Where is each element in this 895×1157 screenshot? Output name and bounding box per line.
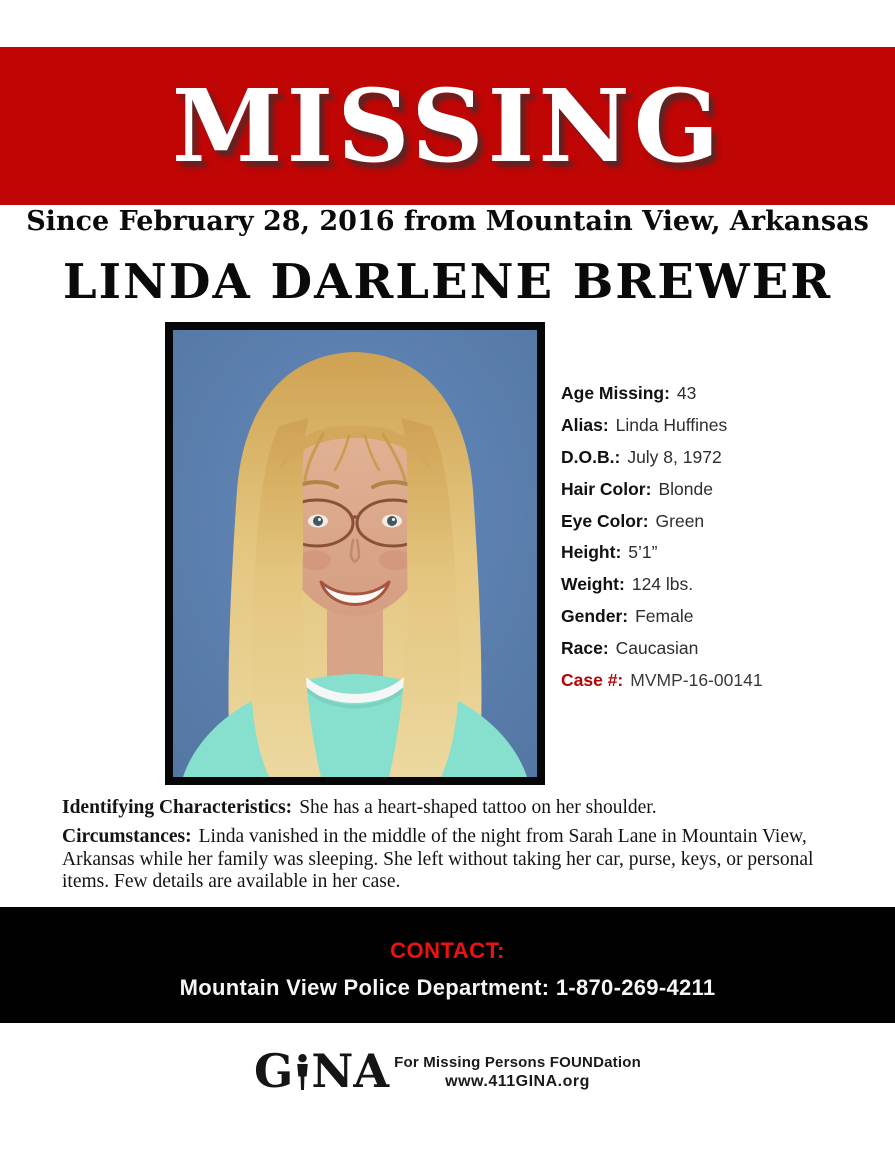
circumstances-label: Circumstances: [62,826,192,847]
circumstances [62,826,852,894]
detail-label: Gender: [561,606,629,627]
gina-logo-wordmark [254,1044,390,1098]
detail-value: 124 lbs. [631,574,694,595]
detail-row-case-number [561,670,891,702]
detail-label: Hair Color: [561,478,652,499]
missing-person-photo [173,330,537,777]
detail-value: 5’1” [628,542,658,563]
person-icon [295,1054,310,1090]
detail-value: Blonde [658,478,713,499]
contact-bar [0,907,895,1023]
detail-row-race [561,638,891,670]
detail-label: Weight: [561,574,625,595]
missing-banner [0,47,895,205]
detail-label: Height: [561,542,622,563]
detail-row-dob [561,447,891,479]
detail-label: Alias: [561,414,609,435]
gina-logo-letters-na: NA [311,1044,390,1098]
detail-value: Caucasian [615,638,699,659]
gina-logo-text-block [394,1048,641,1091]
missing-since-line: Since February 28, 2016 from Mountain View, Arkansas [26,206,869,237]
detail-value: MVMP-16-00141 [630,670,763,691]
detail-row-gender [561,606,891,638]
person-name-title: LINDA DARLENE BREWER [62,254,833,310]
detail-row-alias [561,415,891,447]
detail-label: Case #: [561,670,624,691]
details-list [561,383,891,702]
contact-phone-line: Mountain View Police Department: 1-870-269-4211 [179,975,716,1000]
detail-label: Age Missing: [561,383,670,403]
detail-value: Green [655,510,705,531]
detail-row-eye-color [561,511,891,543]
detail-value: July 8, 1972 [627,446,722,467]
identifying-characteristics-text: She has a heart-shaped tattoo on her shoulder. [299,797,657,818]
detail-label: Race: [561,638,609,659]
photo-frame [165,322,545,785]
detail-row-height [561,542,891,574]
detail-row-hair-color [561,479,891,511]
detail-label: Eye Color: [561,510,649,531]
detail-row-age-missing [561,383,891,415]
circumstances-text: Linda vanished in the middle of the night from Sarah Lane in Mountain View, Arkansas while her family was sleeping. She left without taking her car, purse, keys, or personal items. Few details are available in her case. [62,826,814,892]
gina-foundation-logo [0,1044,895,1098]
detail-row-weight [561,574,891,606]
contact-heading: CONTACT: [390,938,505,963]
gina-logo-tagline: For Missing Persons FOUNDation [394,1054,641,1071]
gina-logo-letter-g: G [254,1044,294,1098]
gina-logo-website: www.411GINA.org [445,1073,590,1090]
identifying-characteristics-label: Identifying Characteristics: [62,797,293,818]
detail-label: D.O.B.: [561,446,621,467]
missing-headline: MISSING [171,67,724,185]
detail-value: Female [635,606,694,627]
detail-value: 43 [676,383,697,403]
detail-value: Linda Huffines [615,414,728,435]
identifying-characteristics [62,797,852,820]
